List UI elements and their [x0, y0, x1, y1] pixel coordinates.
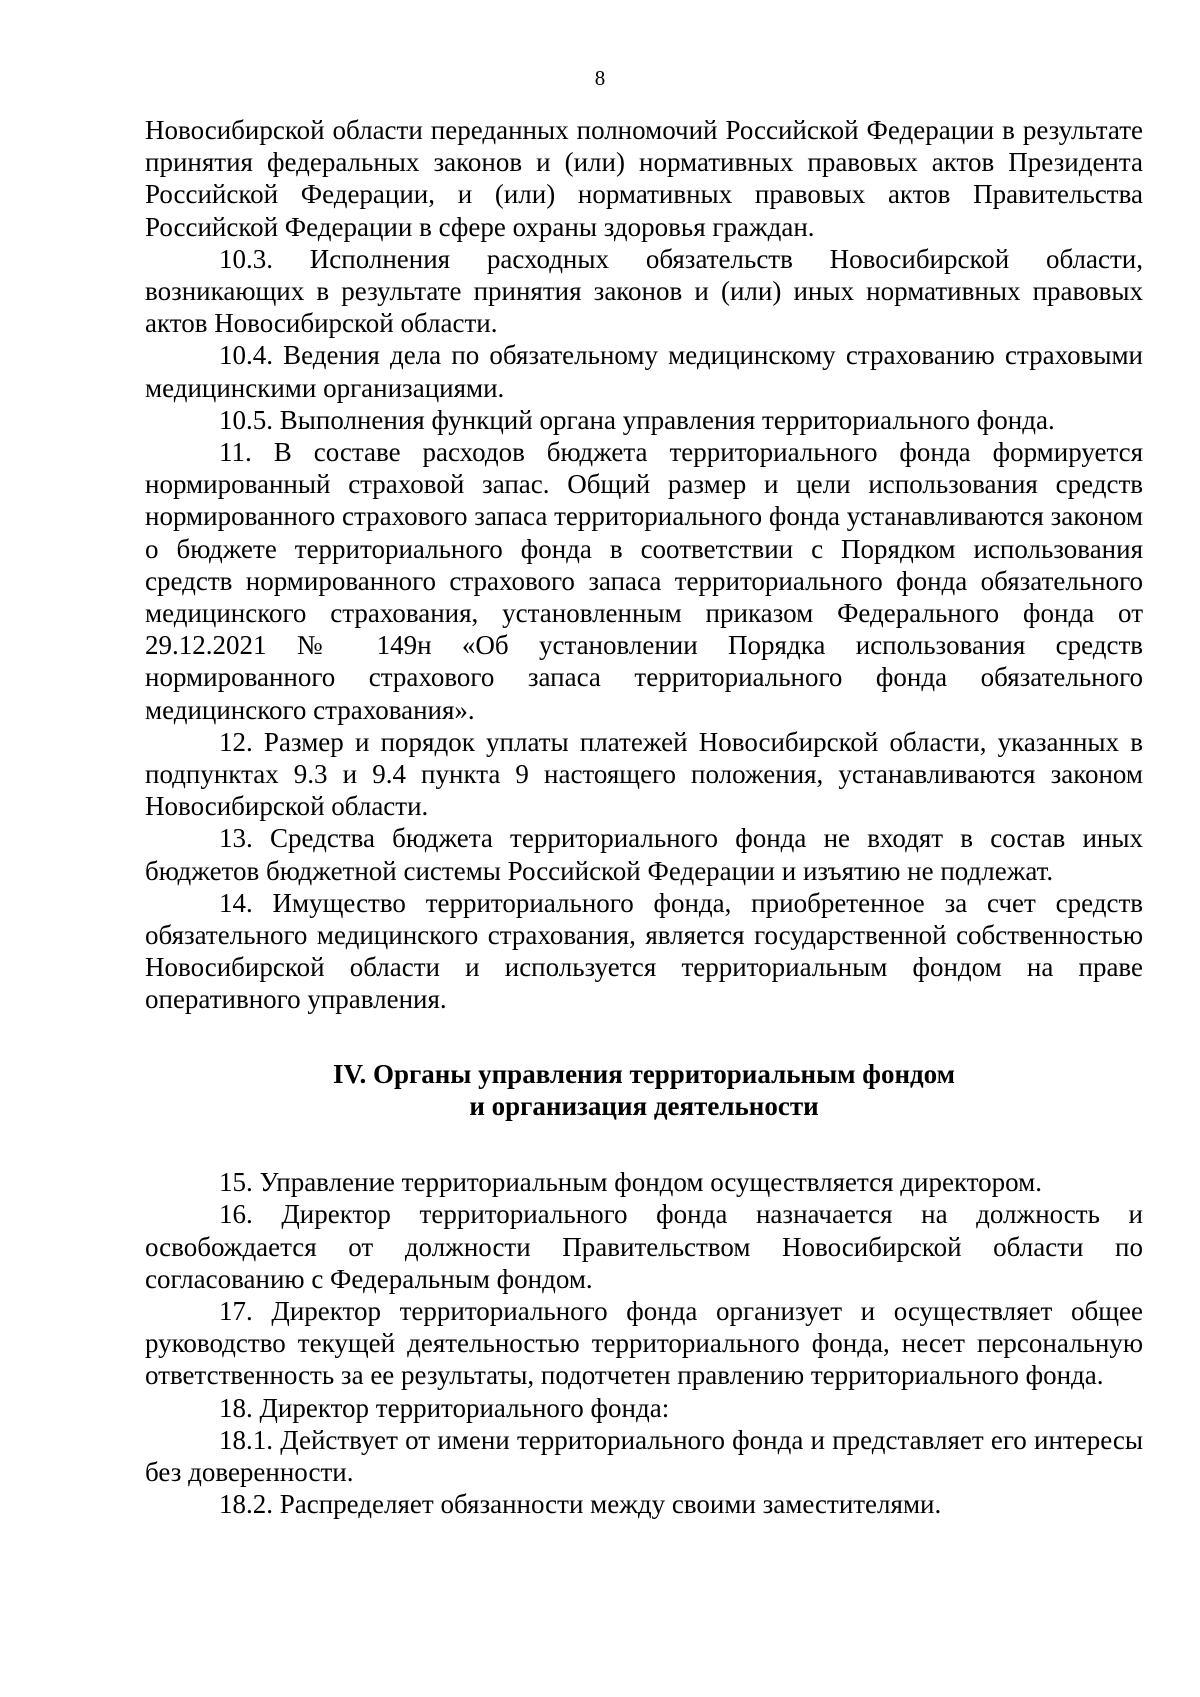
paragraph-18: 18. Директор территориального фонда:: [219, 1392, 670, 1423]
paragraph-10-5: 10.5. Выполнения функций органа управления территориального фонда.: [219, 404, 1055, 435]
paragraph-13: 13. Средства бюджета территориального фонда не входят в состав иных бюджетов бюджетной системы Российской Федерации и изъятию не подлежат.: [145, 823, 1143, 886]
paragraph-15: 15. Управление территориальным фондом осуществляется директором.: [219, 1167, 1042, 1198]
paragraph-16: 16. Директор территориального фонда назначается на должность и освобождается от должности Правительством Новосибирской области по согласованию с Федеральным фондом.: [145, 1199, 1143, 1294]
document-body: [145, 114, 1143, 1520]
paragraph-14: 14. Имущество территориального фонда, приобретенное за счет средств обязательного медицинского страхования, является государственной собственностью Новосибирской области и используется территориальным фондом на праве оперативного управления.: [145, 887, 1143, 1015]
section-heading-line-1: IV. Органы управления территориальным фондом: [332, 1058, 956, 1089]
paragraph-18-1: 18.1. Действует от имени территориального фонда и представляет его интересы без доверенности.: [145, 1424, 1143, 1487]
section-heading-line-2: и организация деятельности: [469, 1090, 819, 1121]
paragraph-18-2: 18.2. Распределяет обязанности между своими заместителями.: [219, 1489, 942, 1520]
paragraph-17: 17. Директор территориального фонда организует и осуществляет общее руководство текущей деятельностью территориального фонда, несет персональную ответственность за ее результаты, подотчетен правлению территориального фонда.: [145, 1295, 1143, 1391]
paragraph-11: 11. В составе расходов бюджета территориального фонда формируется нормированный страховой запас. Общий размер и цели использования средств нормированного страхового запаса территориального фонда устанавливаются законом о бюджете территориального фонда в соответствии с Порядком использования средств нормированного страхового запаса территориального фонда обязательного медицинского страхования, установленным приказом Федерального фонда от 29.12.2021 № 149н «Об установлении Порядка использования средств нормированного страхового запаса территориального фонда обязательного медицинского страхования».: [145, 437, 1143, 725]
paragraph-10-4: 10.4. Ведения дела по обязательному медицинскому страхованию страховыми медицинскими организациями.: [145, 340, 1143, 403]
paragraph-12: 12. Размер и порядок уплаты платежей Новосибирской области, указанных в подпунктах 9.3 и 9.4 пункта 9 настоящего положения, устанавливаются законом Новосибирской области.: [145, 726, 1143, 822]
paragraph-10-3: 10.3. Исполнения расходных обязательств Новосибирской области, возникающих в результате принятия законов и (или) иных нормативных правовых актов Новосибирской области.: [145, 243, 1143, 339]
paragraph-continued: Новосибирской области переданных полномочий Российской Федерации в результате принятия федеральных законов и (или) нормативных правовых актов Президента Российской Федерации, и (или) нормативных правовых актов Правительства Российской Федерации в сфере охраны здоровья граждан.: [145, 115, 1143, 242]
page-number: 8: [594, 66, 606, 90]
section-heading: [145, 1058, 1143, 1122]
